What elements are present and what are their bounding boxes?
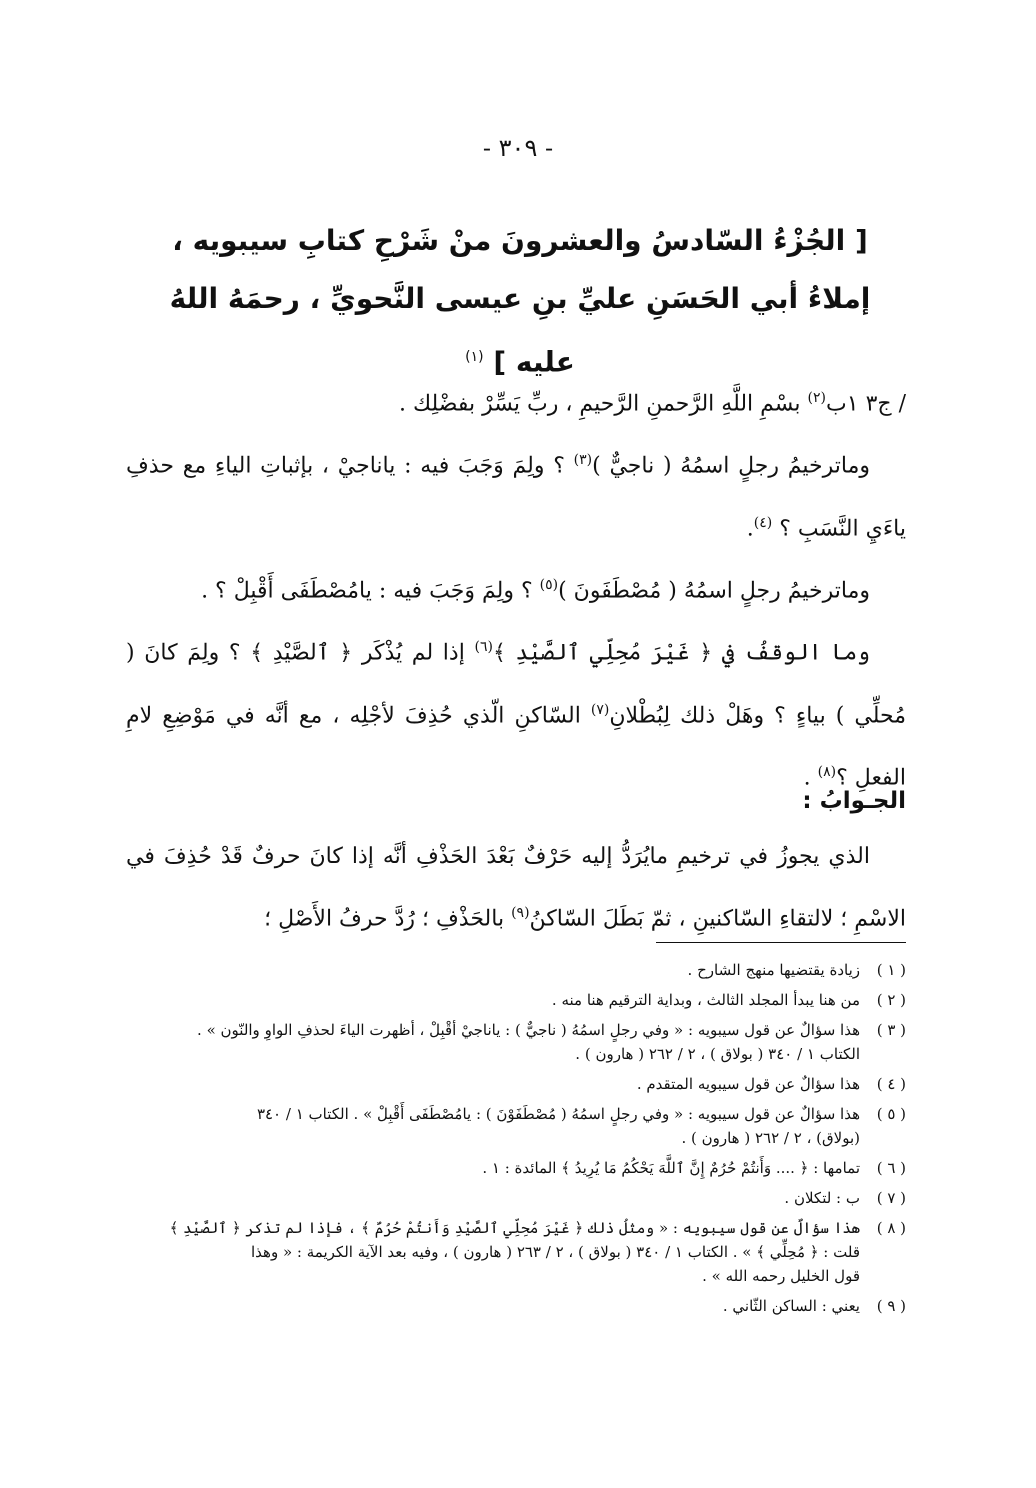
question-paragraph [126, 557, 906, 619]
footnote-line: هذا سؤالٌ عن قول سيبويه : « ومثلُ ذلك ﴿ غَيْرَ مُحِلِّي ٱلصَّيْدِ وَأَنتُمْ حُرُمٌ ﴾ ، فإذا لم تذكر ﴿ ٱلصَّيْدِ ﴾ [169, 1219, 860, 1237]
footnote-text [126, 1102, 860, 1150]
footnote-text [126, 1018, 860, 1066]
footnote-text [126, 1156, 860, 1180]
footnote-number: ( ٦ ) [876, 1159, 906, 1177]
basmala-text: بسْمِ اللَّهِ الرَّحمنِ الرَّحيمِ ، ربِّ يَسِّرْ بفضْلِك . [399, 391, 808, 417]
footnote-ref: (٧) [590, 701, 610, 718]
footnote-number: ( ١ ) [876, 961, 906, 979]
footnote [126, 1072, 906, 1096]
footnote [126, 1018, 906, 1066]
question-paragraph [126, 370, 906, 432]
footnote-line: يعني : الساكن الثّاني . [722, 1297, 860, 1315]
paragraph-text: . [746, 515, 754, 541]
footnote-text [126, 1186, 860, 1210]
answer-heading: الجـوابُ : [802, 788, 906, 814]
footnote-ref: (١) [465, 349, 484, 365]
footnote-separator [656, 942, 906, 943]
footnote-number: ( ٨ ) [876, 1219, 906, 1237]
questions-block [126, 370, 906, 806]
paragraph-text: الذي يجوزُ في ترخيمِ مايُرَدُّ إليه حَرْفٌ بَعْدَ الحَذْفِ أنَّه إذا كانَ حرفٌ قَدْ حُذِفَ في الاسْمِ ؛ لالتقاءِ السّاكنينِ ، ثمّ بَطَلَ السّاكنُ [126, 844, 906, 932]
footnote-text [126, 1072, 860, 1096]
folio-marker: / ج٣ ١ب [826, 391, 906, 417]
footnote-line: (بولاق) ، ٢ / ٢٦٢ ( هارون ) . [681, 1129, 860, 1147]
footnote [126, 1102, 906, 1150]
footnote-number: ( ٢ ) [876, 991, 906, 1009]
paragraph-text: وما الوقفُ في ﴿ غَيْرَ مُحِلِّي ٱلصَّيْدِ ﴾ [492, 640, 870, 666]
paragraph-text: . [803, 765, 818, 791]
question-paragraph [126, 619, 906, 806]
footnote [126, 1156, 906, 1180]
answer-paragraph [126, 828, 906, 947]
footnote-line: الكتاب ١ / ٣٤٠ ( بولاق ) ، ٢ / ٢٦٢ ( هارون ) . [575, 1045, 860, 1063]
footnote-text [126, 958, 860, 982]
footnote [126, 1216, 906, 1288]
page-number: - ٣٠٩ - [482, 134, 554, 162]
section-title [140, 212, 900, 391]
footnote-line: تمامها : ﴿ .... وَأَنتُمْ حُرُمٌ إِنَّ ٱللَّهَ يَحْكُمُ مَا يُرِيدُ ﴾ المائدة : ١ . [482, 1159, 860, 1177]
footnote [126, 1186, 906, 1210]
answer-block [126, 828, 906, 947]
footnote-number: ( ٧ ) [876, 1189, 906, 1207]
footnote-ref: (٤) [753, 514, 773, 531]
footnote-text [126, 1216, 860, 1288]
footnotes [126, 958, 906, 1324]
footnote-ref: (٩) [511, 905, 530, 921]
footnote-line: زيادة يقتضيها منهج الشارح . [687, 961, 860, 979]
footnote-text [126, 1294, 860, 1318]
footnote-ref: (٨) [817, 763, 837, 780]
footnote [126, 1294, 906, 1318]
paragraph-text: ؟ ولِمَ وَجَبَ فيه : ياناجيْ ، بإثباتِ الياءِ مع حذفِ ياءَيِ النَّسَبِ ؟ [126, 453, 906, 541]
footnote-ref: (٣) [573, 452, 593, 469]
footnote-line: قلت : ﴿ مُحِلِّي ﴾ » . الكتاب ١ / ٣٤٠ ( بولاق ) ، ٢ / ٢٦٣ ( هارون ) ، وفيه بعد الآية الكريمة : « وهذا [251, 1243, 860, 1261]
footnote-number: ( ٥ ) [876, 1105, 906, 1123]
footnote-line: من هنا يبدأ المجلد الثالث ، وبداية الترقيم هنا منه . [551, 991, 860, 1009]
paragraph-text: وماترخيمُ رجلٍ اسمُهُ ( ناجيٌّ ) [592, 453, 870, 479]
footnote-ref: (٥) [539, 576, 559, 593]
section-title-text: [ الجُزْءُ السّادسُ والعشرونَ منْ شَرْحِ كتابِ سيبويه ، إملاءُ أبي الحَسَنِ عليِّ بنِ عيسى النَّحويِّ ، رحمَهُ اللهُ عليه ] [169, 224, 871, 379]
question-paragraph [126, 432, 906, 557]
footnote-ref: (٦) [474, 639, 493, 656]
footnote-line: ب : لتكلان . [784, 1189, 860, 1207]
footnote-number: ( ٩ ) [876, 1297, 906, 1315]
footnote-line: قول الخليل رحمه الله » . [702, 1267, 860, 1285]
paragraph-text: السّاكنِ الّذي حُذِفَ لأجْلِه ، مع أنَّه في مَوْضِعِ لامِ الفعلِ ؟ [126, 702, 906, 791]
footnote-line: هذا سؤالٌ عن قول سيبويه : « وفي رجلٍ اسمُهُ ( مُصْطَفَوْنَ ) : يامُصْطَفَى أَقْبِلْ » . الكتاب ١ / ٣٤٠ [256, 1105, 860, 1123]
paragraph-text: إذا لم يُذْكَر ﴿ ٱلصَّيْدِ ﴾ ؟ ولِمَ كانَ ( مُحلِّي ) بياءٍ ؟ وهَلْ ذلك لِبُطْلانِ [126, 640, 907, 728]
footnote-ref: (٢) [807, 390, 827, 406]
footnote-line: هذا سؤالٌ عن قول سيبويه المتقدم . [636, 1075, 860, 1093]
footnote-line: هذا سؤالٌ عن قول سيبويه : « وفي رجلٍ اسمُهُ ( ناجيٌّ ) : ياناجيْ أقْبِلْ ، أظهرت الياءَ لحذفِ الواوِ والنّون » . [197, 1021, 860, 1039]
footnote [126, 988, 906, 1012]
footnote-number: ( ٣ ) [876, 1021, 906, 1039]
footnote [126, 958, 906, 982]
paragraph-text: بالحَذْفِ ؛ رُدَّ حرفُ الأَصْلِ ؛ [264, 906, 512, 932]
paragraph-text: وماترخيمُ رجلٍ اسمُهُ ( مُصْطَفَونَ ) [558, 578, 870, 604]
footnote-text [126, 988, 860, 1012]
footnote-number: ( ٤ ) [876, 1075, 906, 1093]
paragraph-text: ؟ ولِمَ وَجَبَ فيه : يامُصْطَفَى أَقْبِلْ ؟ . [201, 578, 540, 604]
